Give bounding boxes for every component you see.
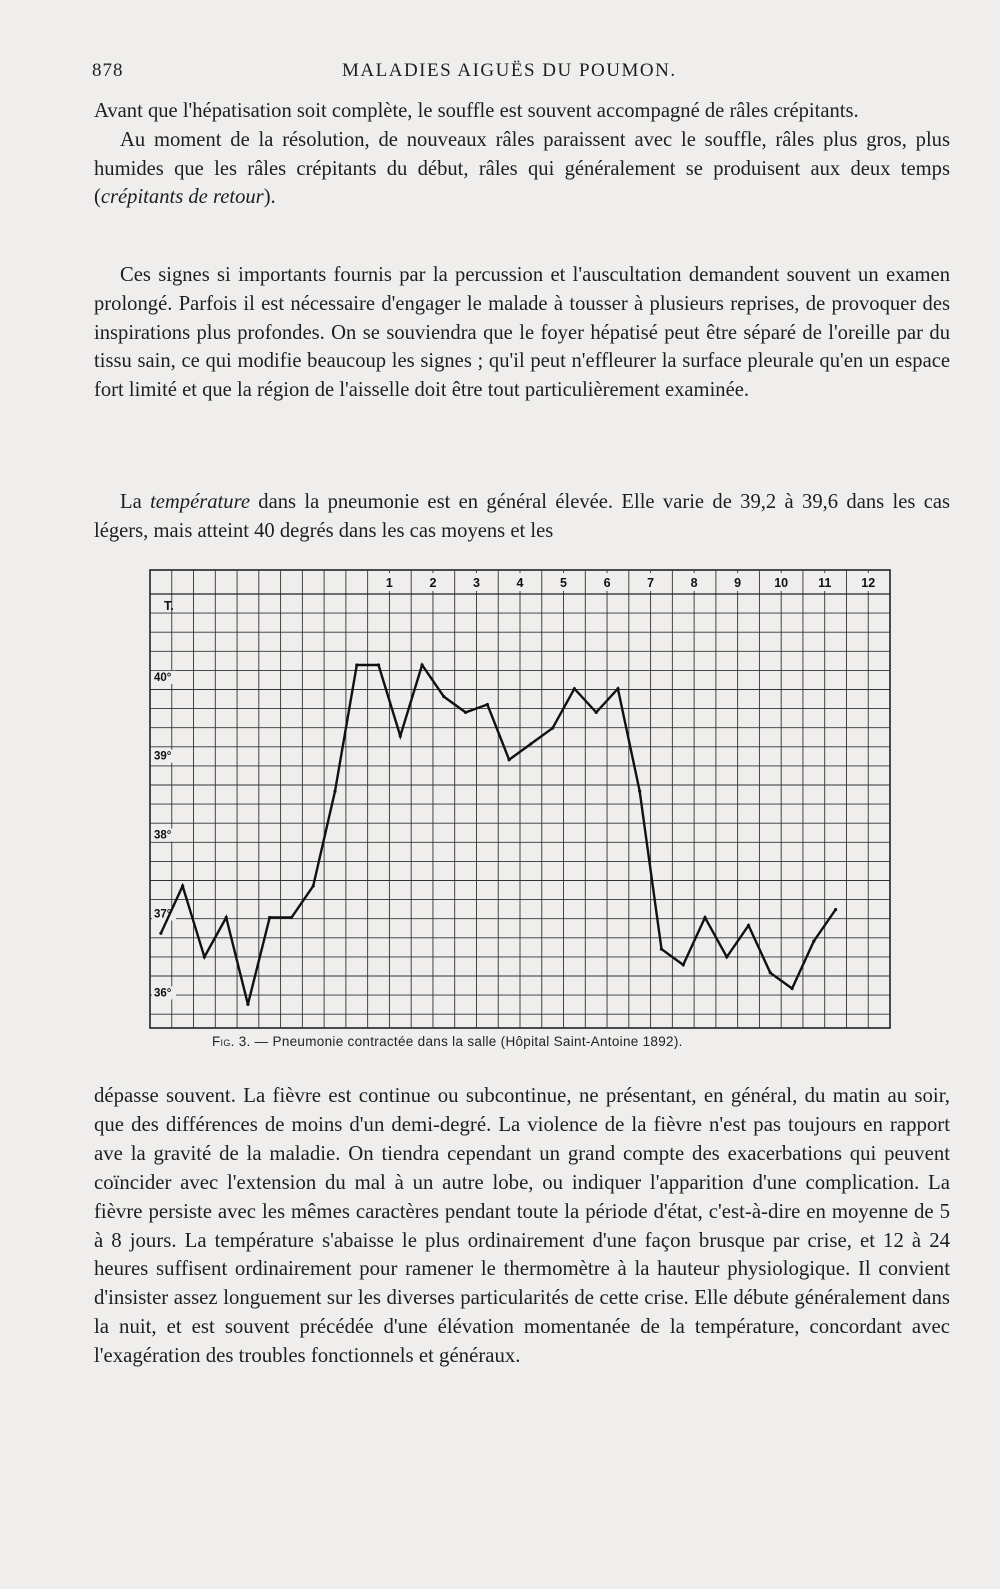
- running-title: MALADIES AIGUËS DU POUMON.: [342, 60, 677, 81]
- figure-caption: [212, 1034, 852, 1049]
- italic-term: crépitants de retour: [100, 186, 264, 209]
- chart-y-ticks: [152, 599, 176, 999]
- data-point: [834, 908, 837, 911]
- data-point: [682, 963, 685, 966]
- day-label: 12: [861, 576, 876, 590]
- data-point: [355, 663, 358, 666]
- day-label: 1: [385, 576, 393, 590]
- text-block-3: [94, 488, 950, 546]
- data-point: [529, 742, 532, 745]
- data-point: [399, 734, 402, 737]
- y-axis-label: T.: [164, 599, 174, 613]
- data-point: [703, 916, 706, 919]
- paragraph: [94, 126, 950, 212]
- page-number: 878: [92, 60, 124, 81]
- data-point: [812, 940, 815, 943]
- data-point: [769, 971, 772, 974]
- y-tick-label: 37°: [154, 908, 172, 921]
- text-run: dans la pneumonie est en général élevée. Elle varie de 39,2 à 39,6 dans les cas légers, mais atteint 40 degrés dans les cas moyens et les: [94, 491, 950, 542]
- day-label: 10: [774, 576, 789, 590]
- data-point: [616, 687, 619, 690]
- paragraph: [94, 488, 950, 546]
- day-label: 4: [516, 576, 524, 590]
- data-point: [660, 947, 663, 950]
- paragraph: Ces signes si importants fournis par la percussion et l'auscultation demandent souvent un examen prolongé. Parfois il est nécessaire d'engager le malade à tousser à plusieurs reprises, de provoquer des inspirations plus profondes. On se souviendra que le foyer hépatisé peut être séparé de l'oreille par du tissu sain, ce qui modifie beaucoup les signes ; qu'il peut n'effleurer la surface pleurale qu'en un espace fort limité et que la région de l'aisselle doit être tout particulièrement examinée.: [94, 264, 950, 402]
- data-point: [508, 758, 511, 761]
- paragraph: dépasse souvent. La fièvre est continue ou subcontinue, ne présentant, en général, du matin au soir, que des différences de moins d'un demi-degré. La violence de la fièvre n'est pas toujours en rapport ave la gravité de la maladie. On tiendra cependant un grand compte des exacerbations qui peuvent coïncider avec l'extension du mal à un autre lobe, ou indiquer l'apparition d'une complication. La fièvre persiste avec les mêmes caractères pendant toute la période d'état, c'est-à-dire en moyenne de 5 à 8 jours. La température s'abaisse le plus ordinairement d'une façon brusque par crise, et 12 à 24 heures suffisent ordinairement pour ramener le thermomètre à la hauteur physiologique. Il convient d'insister assez longuement sur les diverses particularités de cette crise. Elle débute généralement dans la nuit, et est souvent précédée d'une élévation momentanée de la température, concordant avec l'exagération des troubles fonctionnels et généraux.: [94, 1084, 950, 1368]
- paragraph: Avant que l'hépatisation soit complète, le souffle est souvent accompagné de râles crépitants.: [94, 100, 859, 122]
- data-point: [225, 916, 228, 919]
- data-point: [595, 711, 598, 714]
- page-header: [92, 60, 952, 90]
- data-point: [377, 663, 380, 666]
- day-label: 2: [429, 576, 437, 590]
- data-point: [290, 916, 293, 919]
- y-tick-label: 38°: [154, 829, 172, 842]
- day-label: 8: [690, 576, 698, 590]
- data-point: [203, 955, 206, 958]
- day-label: 5: [560, 576, 568, 590]
- day-label: 7: [647, 576, 655, 590]
- day-label: 11: [818, 576, 832, 590]
- data-point: [486, 703, 489, 706]
- day-label: 9: [734, 576, 742, 590]
- chart-grid: [150, 570, 890, 1028]
- day-label: 3: [472, 576, 480, 590]
- y-tick-label: 36°: [154, 987, 172, 1000]
- data-point: [442, 695, 445, 698]
- text-block-4: [94, 1082, 950, 1371]
- text-run: Au moment de la résolution, de nouveaux râles paraissent avec le souffle, râles plus gros, plus humides que les râles crépitants du début, râles qui généralement se produisent aux deux temps (: [94, 128, 950, 209]
- data-point: [420, 663, 423, 666]
- data-point: [464, 711, 467, 714]
- italic-term: température: [150, 491, 250, 513]
- temperature-chart: [148, 568, 892, 1032]
- data-point: [573, 687, 576, 690]
- data-point: [790, 987, 793, 990]
- text-run: ).: [263, 186, 276, 209]
- data-point: [725, 955, 728, 958]
- text-block-2: [94, 261, 950, 405]
- data-point: [638, 790, 641, 793]
- data-point: [246, 1003, 249, 1006]
- data-point: [747, 924, 750, 927]
- data-point: [551, 727, 554, 730]
- text-run: La: [120, 491, 151, 513]
- text-block-1: [94, 97, 950, 212]
- data-point: [333, 790, 336, 793]
- data-point: [268, 916, 271, 919]
- day-label: 6: [603, 576, 611, 590]
- figure-number: Fig. 3.: [212, 1034, 251, 1049]
- y-tick-label: 40°: [154, 671, 172, 684]
- data-point: [312, 884, 315, 887]
- caption-text: — Pneumonie contractée dans la salle (Hôpital Saint-Antoine 1892).: [250, 1034, 683, 1049]
- data-point: [181, 884, 184, 887]
- data-point: [159, 932, 162, 935]
- y-tick-label: 39°: [154, 750, 172, 763]
